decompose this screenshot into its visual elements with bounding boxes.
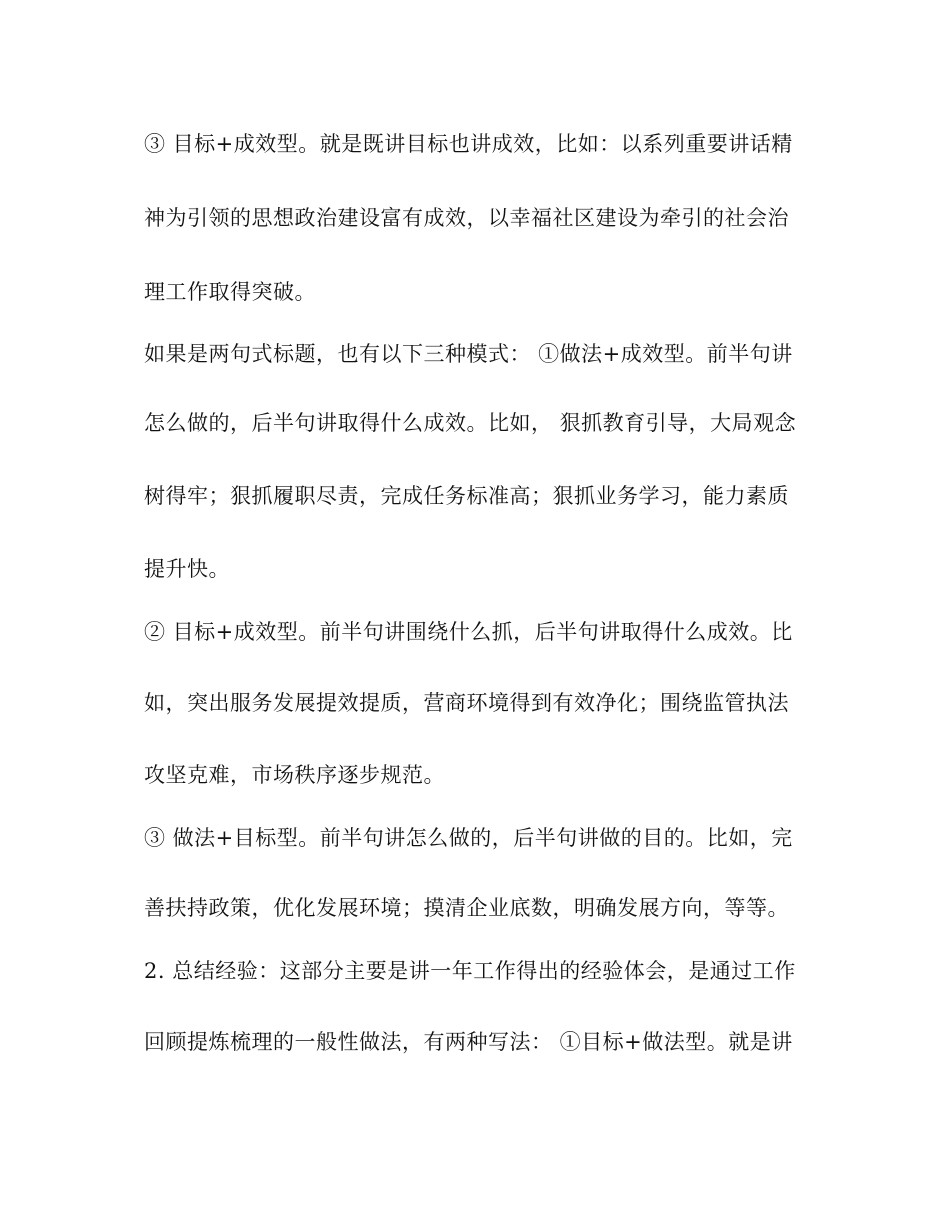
text-line: 如，突出服务发展提效提质，营商环境得到有效净化；围绕监管执法 — [144, 691, 789, 715]
text-line: 2. 总结经验：这部分主要是讲一年工作得出的经验体会，是通过工作 — [144, 959, 796, 983]
text-line: 神为引领的思想政治建设富有成效，以幸福社区建设为牵引的社会治 — [144, 206, 789, 230]
text-line: ③ 目标+成效型。就是既讲目标也讲成效，比如：以系列重要讲话精 — [144, 132, 793, 156]
text-line: ② 目标+成效型。前半句讲围绕什么抓，后半句讲取得什么成效。比 — [144, 620, 793, 644]
text-line: 善扶持政策，优化发展环境；摸清企业底数，明确发展方向，等等。 — [144, 896, 789, 920]
text-line: 如果是两句式标题，也有以下三种模式： ①做法+成效型。前半句讲 — [144, 342, 793, 366]
text-line: 怎么做的，后半句讲取得什么成效。比如， 狠抓教育引导，大局观念 — [144, 411, 797, 435]
text-line: 回顾提炼梳理的一般性做法，有两种写法： ①目标+做法型。就是讲 — [144, 1030, 793, 1054]
text-line: 树得牢；狠抓履职尽责，完成任务标准高；狠抓业务学习，能力素质 — [144, 484, 789, 508]
text-line: 提升快。 — [144, 557, 230, 581]
text-line: 理工作取得突破。 — [144, 280, 316, 304]
text-line: ③ 做法+目标型。前半句讲怎么做的，后半句讲做的目的。比如，完 — [144, 826, 793, 850]
text-line: 攻坚克难，市场秩序逐步规范。 — [144, 763, 445, 787]
